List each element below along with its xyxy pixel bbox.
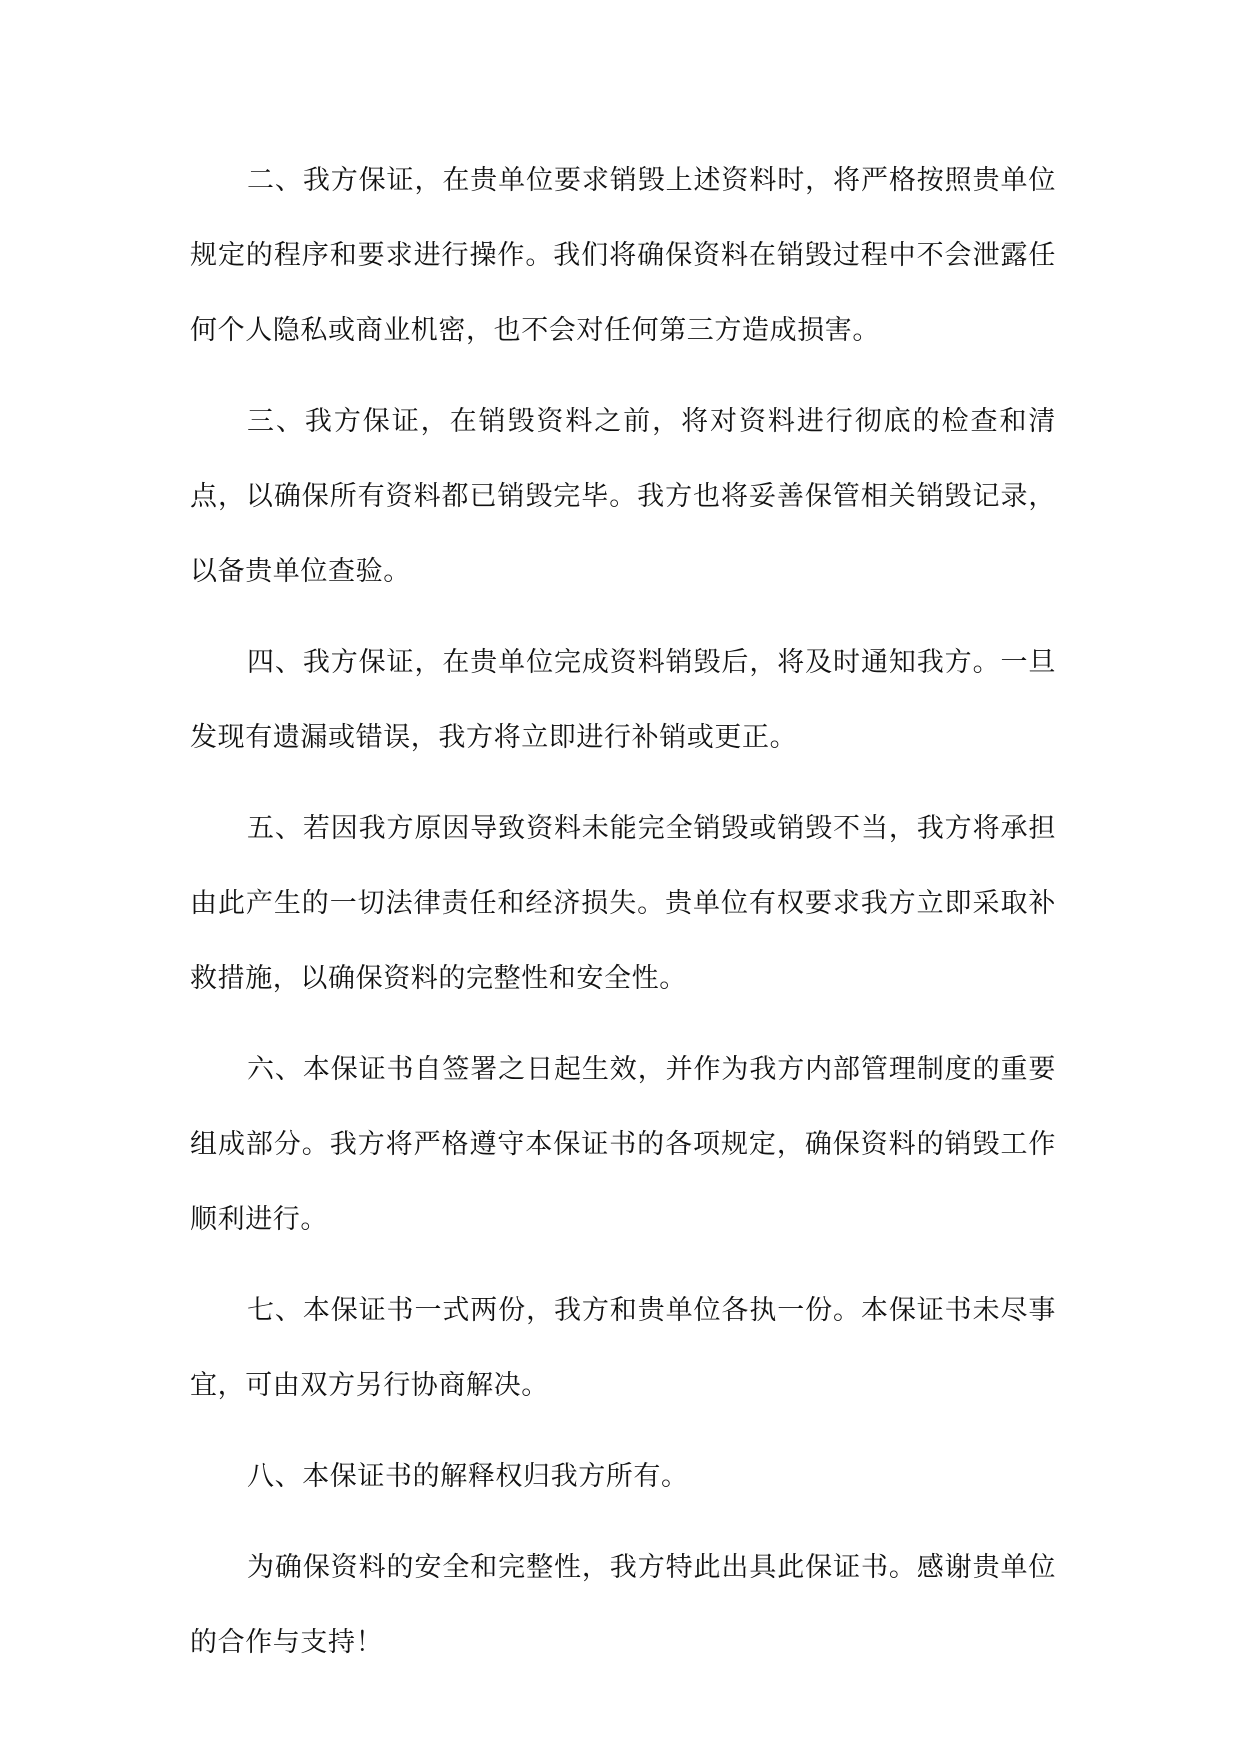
paragraph-clause-5: 五、若因我方原因导致资料未能完全销毁或销毁不当，我方将承担由此产生的一切法律责任和经济损失。贵单位有权要求我方立即采取补救措施，以确保资料的完整性和安全性。 bbox=[190, 813, 1056, 994]
paragraph-clause-4: 四、我方保证，在贵单位完成资料销毁后，将及时通知我方。一旦发现有遗漏或错误，我方将立即进行补销或更正。 bbox=[190, 647, 1056, 753]
paragraph-clause-7: 七、本保证书一式两份，我方和贵单位各执一份。本保证书未尽事宜，可由双方另行协商解决。 bbox=[190, 1295, 1056, 1401]
paragraph-clause-2: 二、我方保证，在贵单位要求销毁上述资料时，将严格按照贵单位规定的程序和要求进行操作。我们将确保资料在销毁过程中不会泄露任何个人隐私或商业机密，也不会对任何第三方造成损害。 bbox=[190, 165, 1056, 346]
paragraph-clause-3: 三、我方保证，在销毁资料之前，将对资料进行彻底的检查和清点，以确保所有资料都已销毁完毕。我方也将妥善保管相关销毁记录，以备贵单位查验。 bbox=[190, 406, 1056, 587]
paragraph-clause-8: 八、本保证书的解释权归我方所有。 bbox=[247, 1461, 689, 1492]
paragraph-clause-6: 六、本保证书自签署之日起生效，并作为我方内部管理制度的重要组成部分。我方将严格遵守本保证书的各项规定，确保资料的销毁工作顺利进行。 bbox=[190, 1054, 1056, 1235]
paragraph-closing: 为确保资料的安全和完整性，我方特此出具此保证书。感谢贵单位的合作与支持！ bbox=[190, 1552, 1056, 1658]
document-body bbox=[190, 143, 1056, 1680]
